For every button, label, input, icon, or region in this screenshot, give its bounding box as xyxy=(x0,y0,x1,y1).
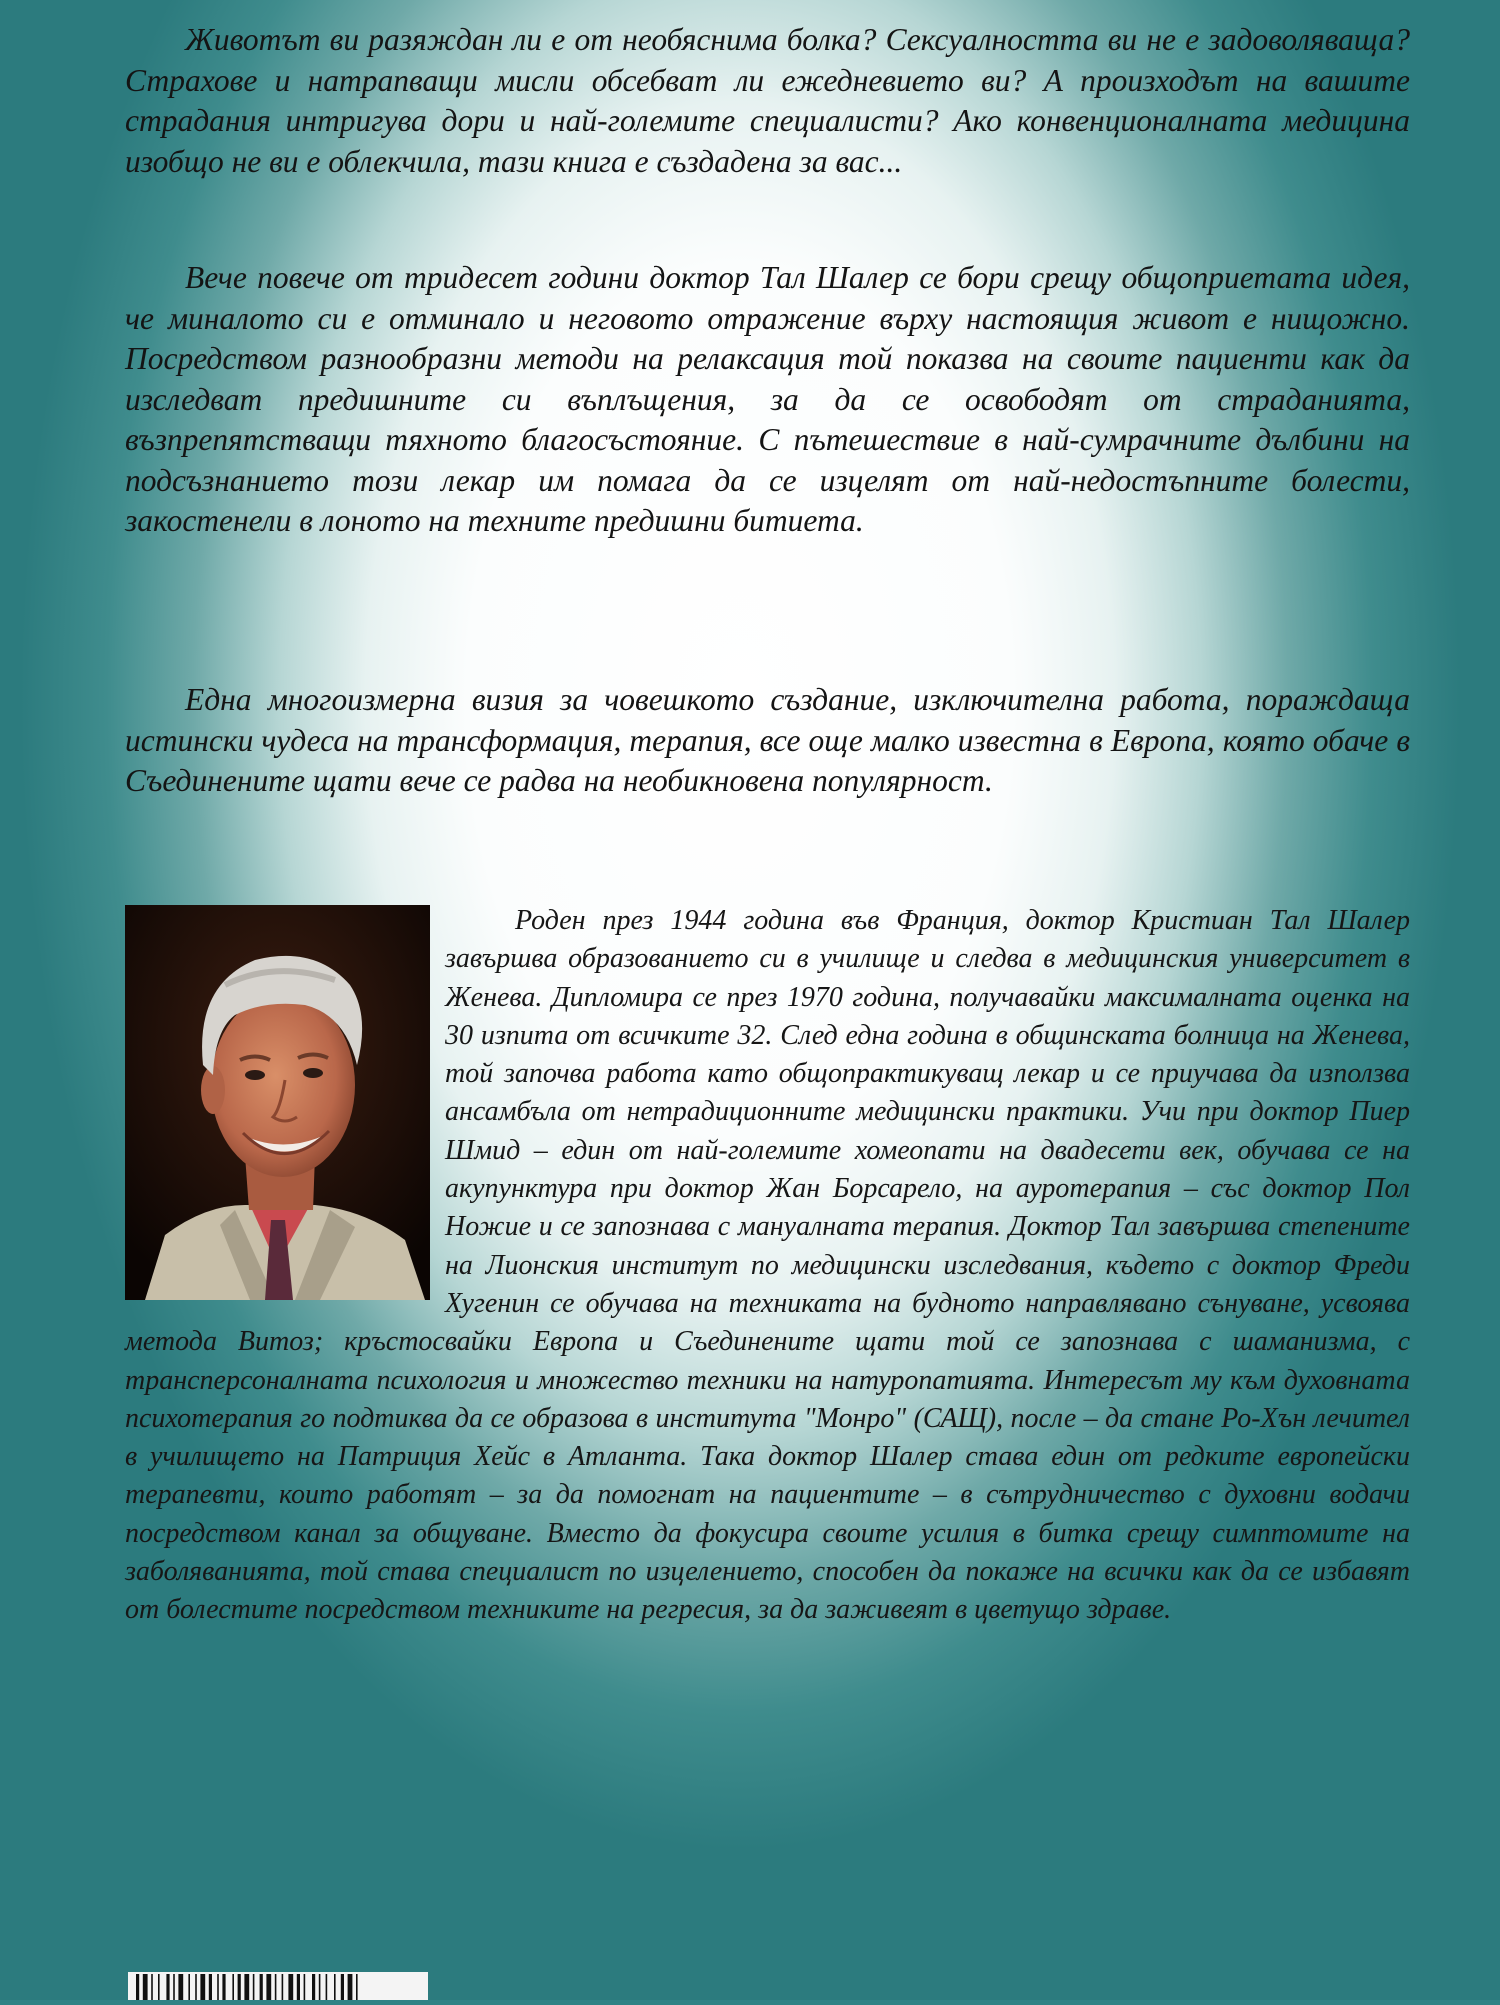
intro-paragraph-3: Една многоизмерна визия за човешкото създание, изключителна работа, пораждаща истински чудеса на трансформация, терапия, все още малко известна в Европа, която обаче в Съединените щати вече се радва на необикновена популярност. xyxy=(125,682,1410,798)
intro-paragraph-1: Животът ви разяждан ли е от необяснима болка? Сексуалността ви не е задоволяваща? Страхове и натрапващи мисли обсебват ли ежедневието ви? А произходът на вашите страдания интригува дори и най-големите специалисти? Ако конвенционалната медицина изобщо не ви е облекчила, тази книга е създадена за вас... xyxy=(125,22,1410,179)
barcode-icon xyxy=(128,1972,428,2000)
author-bio-text: Роден през 1944 година във Франция, доктор Кристиан Тал Шалер завършва образованието си в училище и следва в медицинския университет в Женева. Дипломира се през 1970 година, получавайки максималната оценка на 30 изпита от всичките 32. След една година в общинската болница на Женева, той започва работа като общопрактикуващ лекар и се приучава да използва ансамбъла от нетрадиционните медицински практики. Учи при доктор Пиер Шмид – един от най-големите хомеопати на двадесети век, обучава се на акупунктура при доктор Жан Борсарело, на ауротерапия – със доктор Пол Ножие и се запознава с мануалната терапия. Доктор Тал завършва степените на Лионския институт по медицински изследвания, където с доктор Фреди Хугенин се обучава на техниката на будното направлявано сънуване, усвоява метода Витоз; кръстосвайки Европа и Съединените щати той се запознава с шаманизма, с трансперсоналната психология и множество техники на натуропатията. Интересът му към духовната психотерапия го подтиква да се образова в института "Монро" (САЩ), после – да стане Ро-Хън лечител в училището на Патриция Хейс в Атланта. Така доктор Шалер става един от редките европейски терапевти, които работят – за да помогнат на пациентите – в сътрудничество с духовни водачи посредством канал за общуване. Вместо да фокусира своите усилия в битка срещу симптомите на заболяванията, той става специалист по изцелението, способен да покаже на всички как да се избавят от болестите посредством техниките на регресия, за да заживеят в цветущо здраве. xyxy=(125,905,1410,1626)
photo-spacer xyxy=(125,902,445,1310)
barcode xyxy=(128,1972,428,2000)
intro-paragraph-2: Вече повече от тридесет години доктор Тал Шалер се бори срещу общоприетата идея, че миналото си е отминало и неговото отражение върху настоящия живот е нищожно. Посредством разнообразни методи на релаксация той показва на своите пациенти как да изследват предишните си въплъщения, за да се освободят от страданията, възпрепятстващи тяхното благосъстояние. С пътешествие в най-сумрачните дълбини на подсъзнанието този лекар им помага да се изцелят от най-недостъпните болести, закостенели в лоното на техните предишни битиета. xyxy=(125,260,1410,538)
author-bio xyxy=(125,902,1410,1630)
